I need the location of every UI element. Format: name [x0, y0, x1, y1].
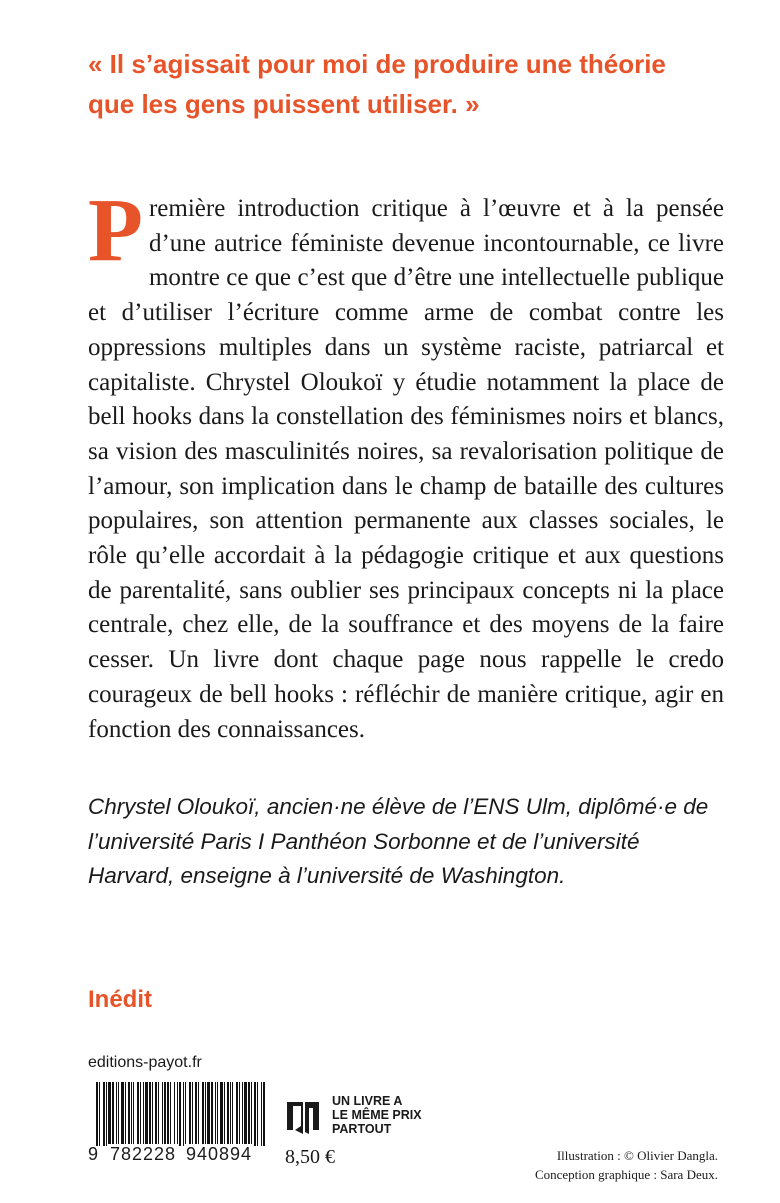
barcode-icon [94, 1082, 270, 1146]
book-price: 8,50 € [285, 1146, 335, 1168]
slogan-line-2: LE MÊME PRIX [332, 1108, 422, 1122]
slogan-line-1: UN LIVRE A [332, 1094, 403, 1108]
barcode [80, 1082, 272, 1182]
quote-line-2: que les gens puissent utiliser. » [88, 89, 480, 119]
author-bio: Chrystel Oloukoï, ancien·ne élève de l’ENS Ulm, diplômé·e de l’université Paris I Panthéon Sorbonne et de l’université Harvard, enseigne à l’université de Washington. [88, 794, 709, 888]
fixed-price-slogan [332, 1094, 422, 1136]
isbn-group-1: 782228 [110, 1144, 177, 1164]
isbn-prefix: 9 [88, 1144, 99, 1164]
quote-line-1: « Il s’agissait pour moi de produire une théorie [88, 49, 666, 79]
open-book-logo-icon [283, 1096, 323, 1136]
credits [535, 1146, 718, 1184]
pull-quote [88, 44, 728, 124]
drop-cap: P [88, 181, 143, 280]
illustration-credit: Illustration : © Olivier Dangla. [556, 1148, 718, 1163]
publisher-website[interactable]: editions-payot.fr [88, 1054, 202, 1071]
book-description [88, 181, 724, 747]
description-text: remière introduction critique à l’œuvre et à la pensée d’une autrice féministe devenue incontournable, ce livre montre ce que c’est que d’être une intellectuelle publique et d’utiliser l’écriture comme arme de combat contre les oppressions multiples dans un système raciste, patriarcal et capitaliste. Chrystel Oloukoï y étudie notamment la place de bell hooks dans la constellation des féminismes noirs et blancs, sa vision des masculinités noires, sa revalorisation politique de l’amour, son implication dans le champ de bataille des cultures populaires, son attention permanente aux classes sociales, le rôle qu’elle accordait à la pédagogie critique et aux questions de parentalité, sans oublier ses principaux concepts ni la place centrale, chez elle, de la souffrance et des moyens de la faire cesser. Un livre dont chaque page nous rappelle le credo courageux de bell hooks : réfléchir de manière critique, agir en fonction des connaissances. [88, 195, 724, 743]
inedit-badge: Inédit [88, 986, 152, 1013]
slogan-line-3: PARTOUT [332, 1122, 392, 1136]
isbn-group-2: 940894 [186, 1144, 253, 1164]
design-credit: Conception graphique : Sara Deux. [534, 1167, 718, 1182]
